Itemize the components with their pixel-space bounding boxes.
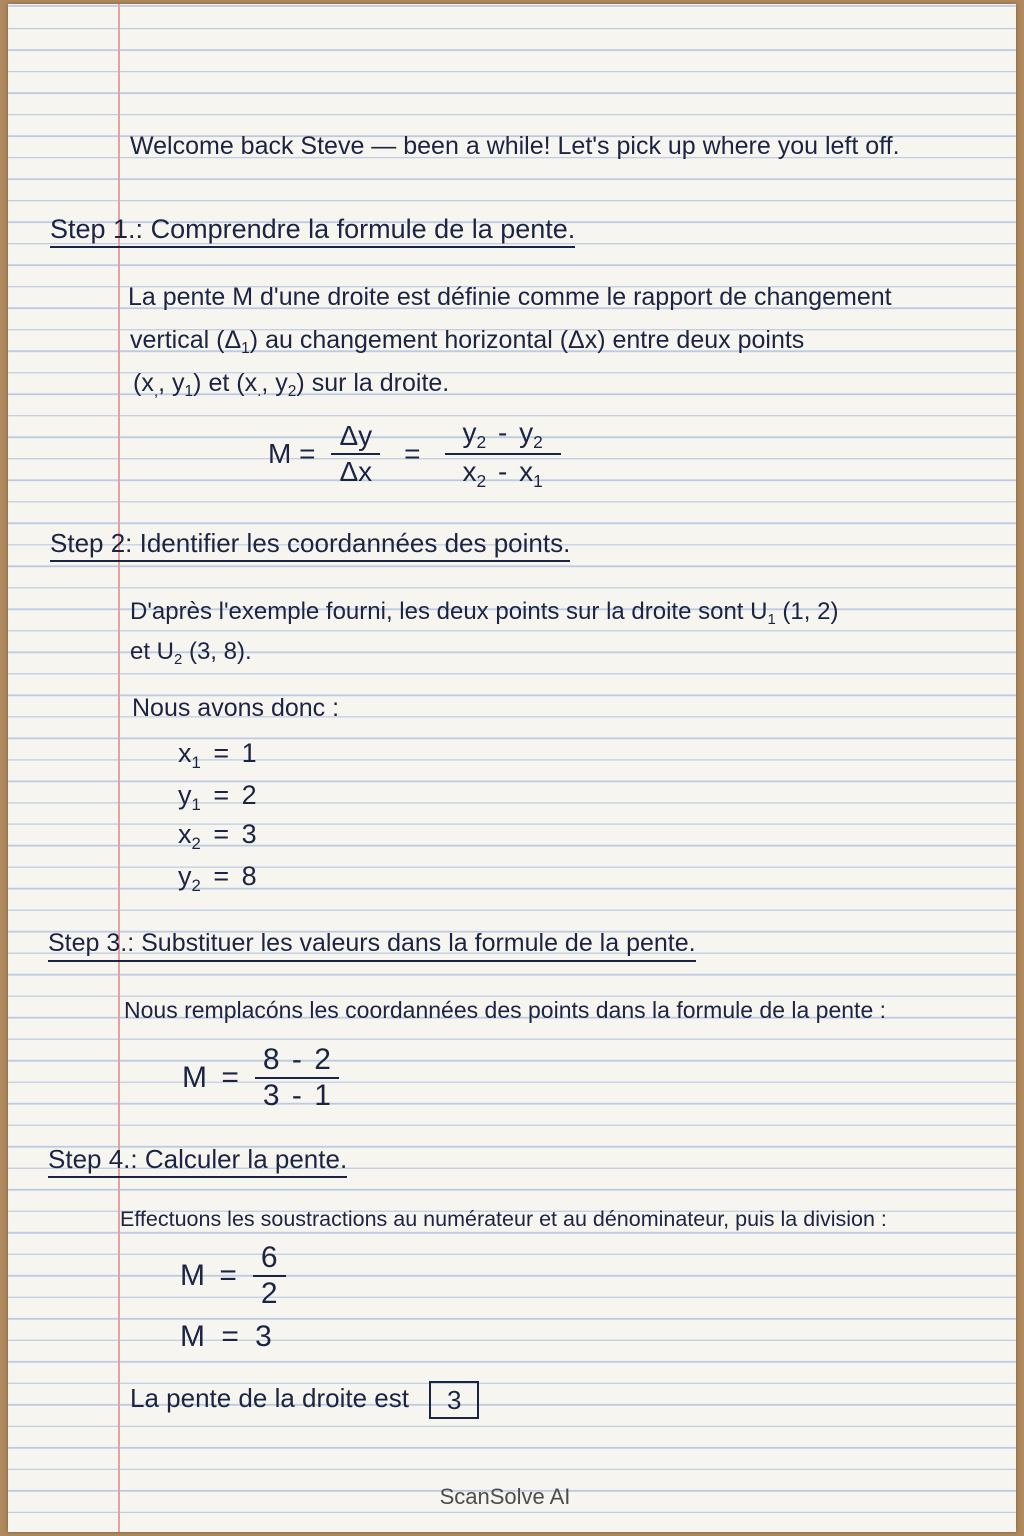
delta-fraction (331, 419, 380, 489)
substituted-fraction (255, 1043, 339, 1113)
step3-heading: Step 3.: Substituer les valeurs dans la formule de la pente. (48, 928, 696, 962)
coordinate-fraction-denominator (445, 455, 561, 492)
boxed-answer: 3 (429, 1381, 479, 1419)
step2-line2-a: et U (130, 638, 175, 665)
step2-line1 (130, 597, 838, 630)
slope-formula-lhs: M = (268, 438, 316, 469)
value-rest: = 3 (200, 819, 257, 849)
coordinate-fraction (445, 416, 561, 492)
step1-line3-sub4: 2 (287, 383, 297, 401)
substituted-numerator: 8 - 2 (262, 1043, 331, 1076)
step2-line2 (130, 637, 252, 670)
den-sub1: 2 (476, 471, 487, 492)
footer-brand: ScanSolve AI (439, 1484, 571, 1509)
step1-line1: La pente M d'une droite est définie comme le rapport de changement (128, 283, 892, 311)
value-sub: 2 (191, 875, 201, 895)
value-sub: 1 (191, 752, 201, 772)
substituted-formula (182, 1043, 339, 1113)
value-rest: = 1 (200, 738, 257, 768)
step1-heading: Step 1.: Comprendre la formule de la pente. (50, 214, 575, 248)
den-a: x (462, 456, 477, 487)
den-sub2: 1 (533, 471, 543, 492)
step1-line3-d: , y (261, 369, 288, 397)
delta-fraction-denominator: Δx (339, 456, 373, 487)
slope-formula (268, 416, 561, 492)
num-a: y (462, 417, 477, 448)
value-row (178, 780, 257, 814)
step2-line1-a: D'après l'exemple fourni, les deux points sur la droite sont U (130, 598, 768, 625)
value-var: x (178, 819, 192, 849)
step1-line2-b: ) au changement horizontal (Δx) entre deux points (249, 326, 805, 354)
num-sub2: 2 (533, 432, 543, 453)
step1-line3-sub3: . (257, 383, 262, 401)
value-sub: 1 (191, 794, 201, 814)
step1-line3-a: (x (133, 369, 154, 397)
den-b: - x (486, 456, 534, 487)
step1-line2 (130, 325, 804, 359)
delta-fraction-numerator: Δy (339, 420, 373, 451)
result-formula-lhs: M = (180, 1259, 237, 1292)
substituted-formula-lhs: M = (182, 1061, 239, 1094)
value-var: y (178, 861, 192, 891)
value-var: y (178, 780, 192, 810)
result-denominator: 2 (260, 1277, 278, 1310)
step2-line1-sub: 1 (767, 612, 776, 629)
value-row (178, 819, 257, 853)
value-sub: 2 (191, 833, 201, 853)
num-sub1: 2 (476, 432, 487, 453)
step3-line1: Nous remplacóns les coordannées des points dans la formule de la pente : (124, 997, 887, 1023)
result-numerator: 6 (260, 1241, 278, 1274)
step2-heading: Step 2: Identifier les coordannées des points. (50, 528, 570, 562)
value-row (178, 738, 257, 772)
step4-line1: Effectuons les soustractions au numérateur et au dénominateur, puis la division : (120, 1207, 887, 1231)
step1-line3 (133, 368, 449, 402)
value-rest: = 8 (200, 861, 257, 891)
step1-line2-sub: 1 (241, 340, 250, 358)
step1-line3-sub2: 1 (184, 383, 194, 401)
greeting-text: Welcome back Steve — been a while! Let's pick up where you left off. (130, 132, 900, 160)
result-fraction (253, 1241, 286, 1311)
step2-line1-b: (1, 2) (775, 598, 839, 625)
step1-line3-b: , y (158, 369, 185, 397)
value-rest: = 2 (200, 780, 257, 810)
step1-line3-e: ) sur la droite. (296, 369, 450, 397)
step1-line3-c: ) et (x (193, 369, 258, 397)
step1-line3-sub1: , (153, 383, 159, 401)
value-var: x (178, 738, 192, 768)
step1-line2-a: vertical (Δ (130, 326, 242, 354)
coordinate-fraction-numerator (445, 416, 561, 453)
conclusion-text: La pente de la droite est (130, 1382, 409, 1413)
step4-heading: Step 4.: Calculer la pente. (48, 1144, 347, 1178)
step2-line2-b: (3, 8). (182, 638, 252, 665)
conclusion-line (130, 1381, 479, 1419)
substituted-denominator: 3 - 1 (262, 1079, 331, 1112)
value-row (178, 861, 257, 895)
slope-result: M = 3 (180, 1320, 272, 1353)
step2-line2-sub: 2 (174, 652, 183, 669)
step2-line3: Nous avons donc : (132, 694, 340, 722)
result-fraction-formula (180, 1241, 286, 1311)
slope-formula-equals: = (404, 438, 421, 469)
num-b: - y (486, 417, 534, 448)
